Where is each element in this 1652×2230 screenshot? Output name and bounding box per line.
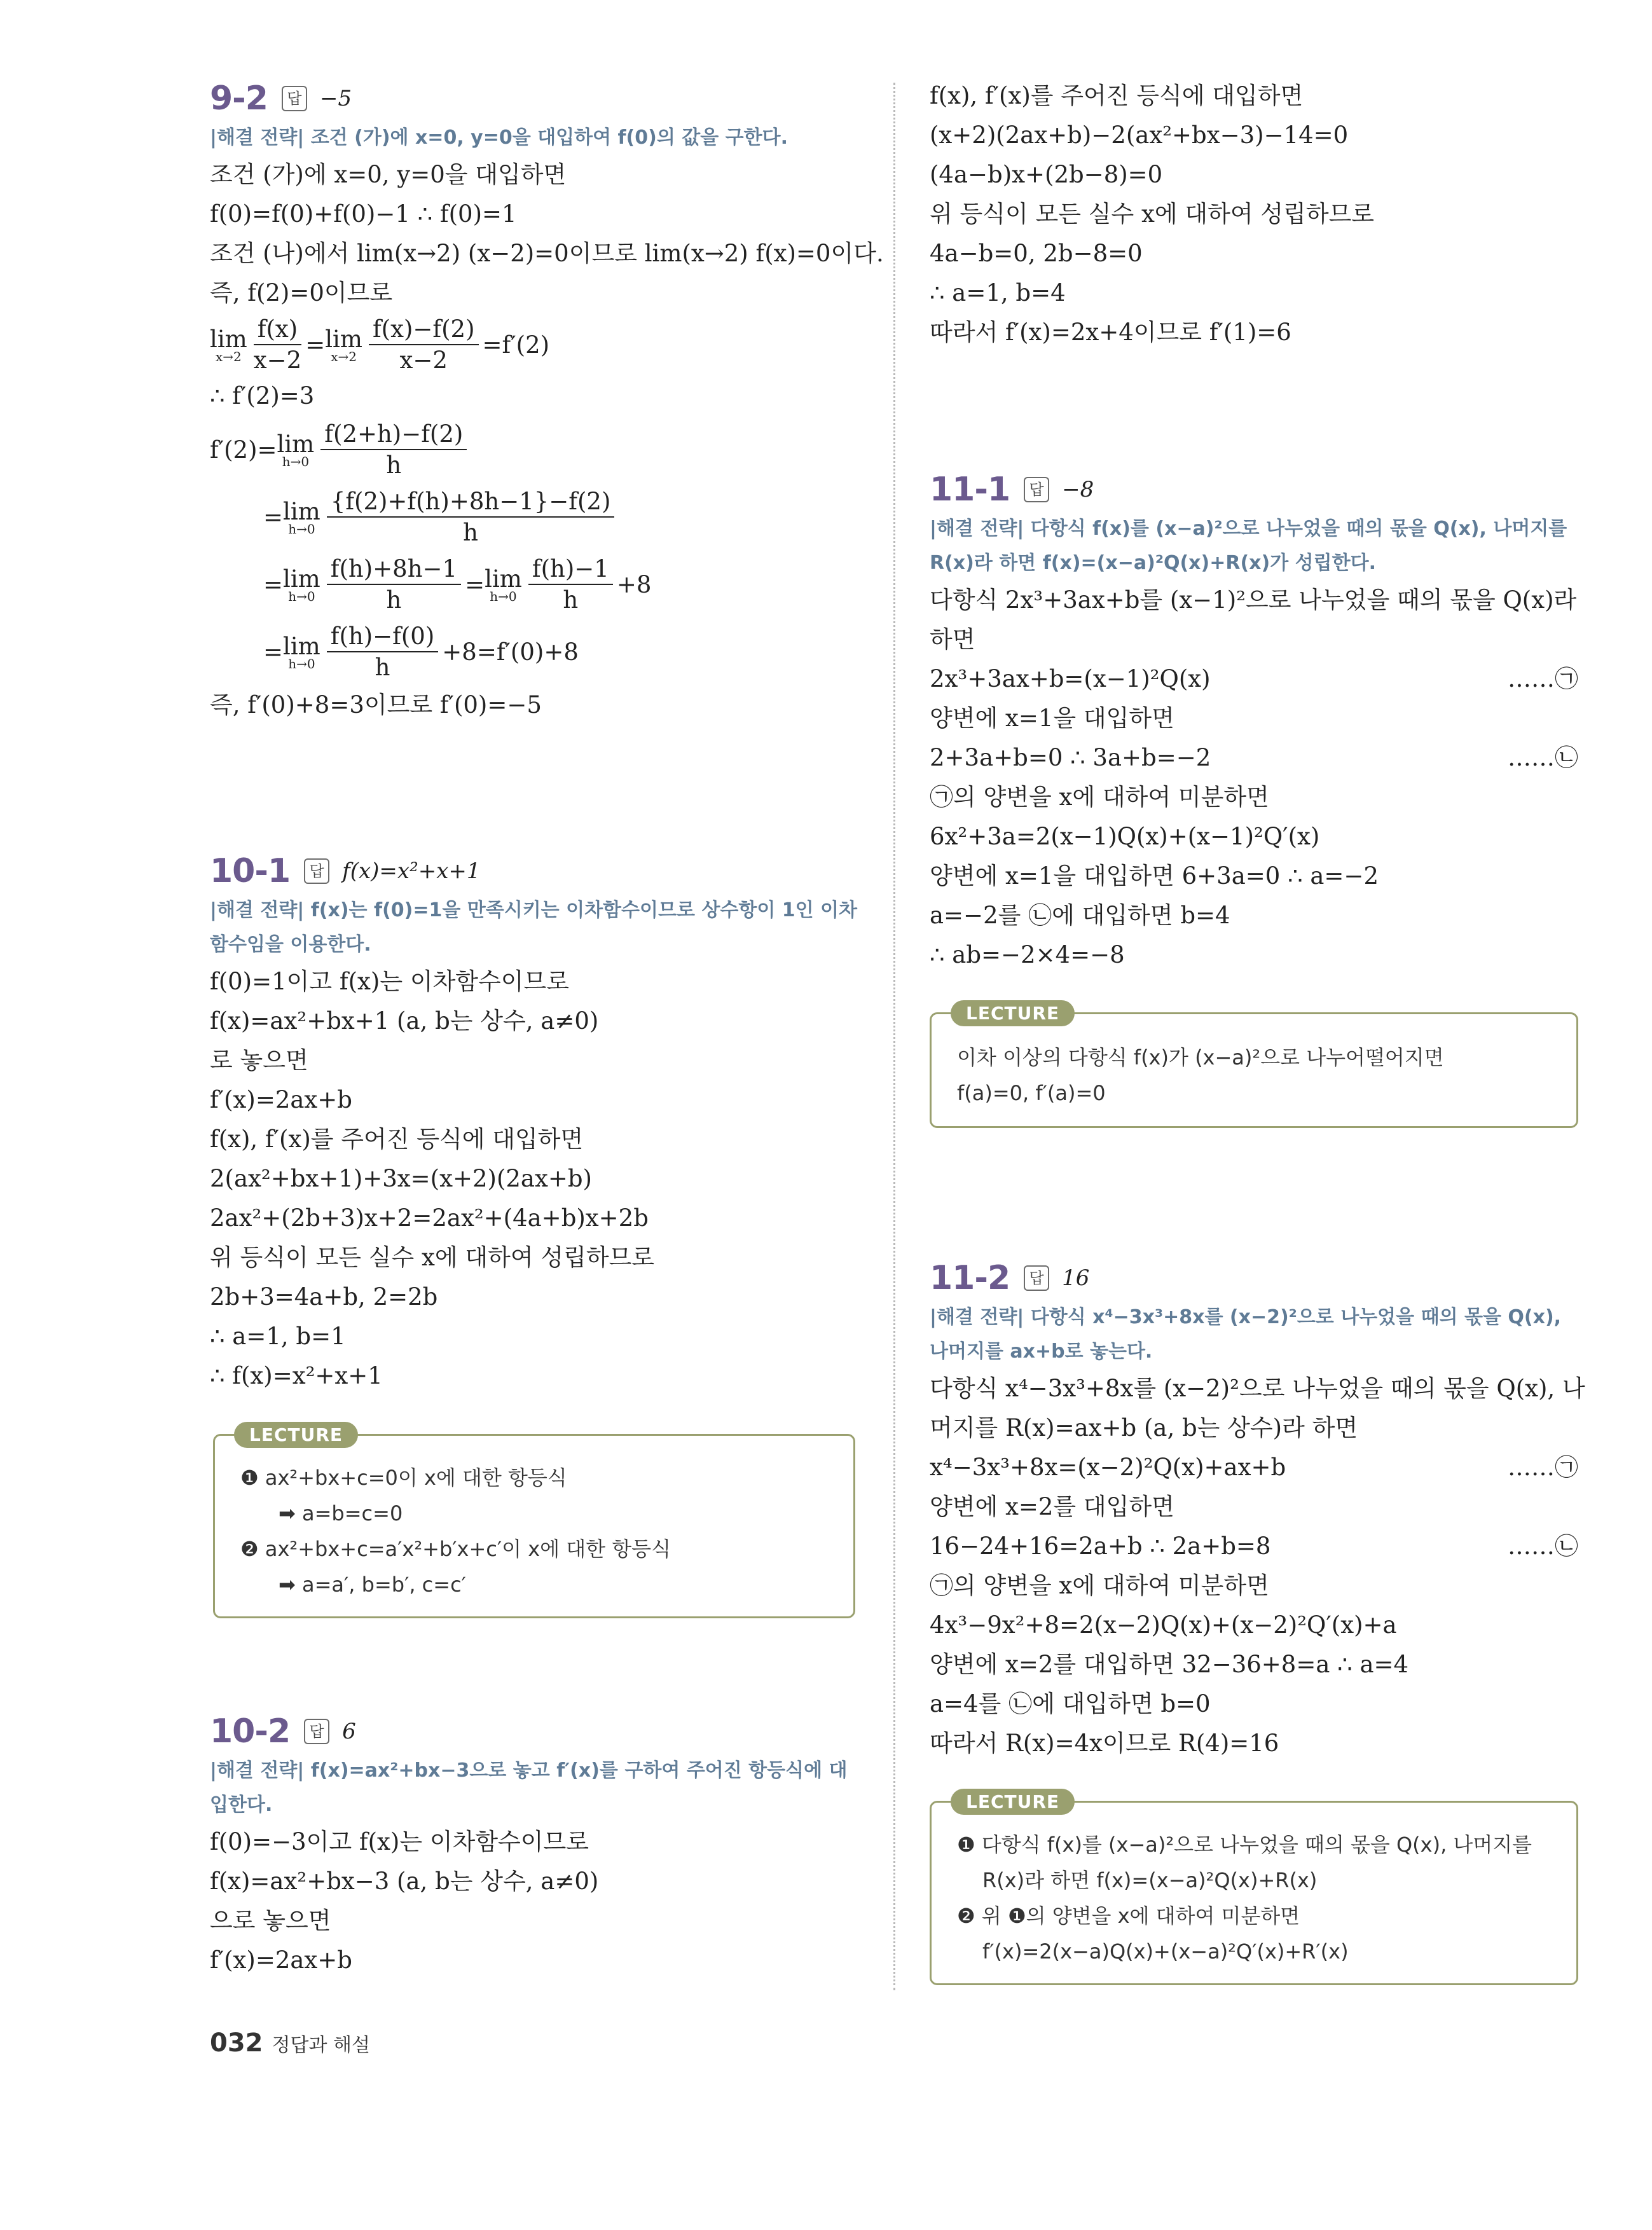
solution-line: (4a−b)x+(2b−8)=0 [930,161,1163,188]
derivation-step-2: = lim h→0 $\frac{\{f(2)+f(h)+8h-1\}-f(2)}{h}$ [210,483,865,551]
problem-10-2-continued [930,76,1578,352]
lecture-badge: LECTURE [234,1422,358,1448]
solution-line: ∴ f′(2)=3 [210,382,315,410]
limit-symbol: lim h→0 [283,632,320,671]
strategy: |해결 전략| 다항식 f(x)를 (x−a)²으로 나누었을 때의 몫을 Q(x), 나머지를 R(x)라 하면 f(x)=(x−a)²Q(x)+R(x)가 성립한다. [930,518,1567,574]
limit-symbol: lim h→0 [485,565,522,604]
solution-line: f′(x)=2ax+b [210,1086,352,1113]
solution-line: f(0)=−3이고 f(x)는 이차함수이므로 [210,1828,589,1855]
column-divider [893,83,895,1990]
solution-line: a=−2를 ㉡에 대입하면 b=4 [930,902,1230,929]
solution-line: 4x³−9x²+8=2(x−2)Q(x)+(x−2)²Q′(x)+a [930,1611,1397,1639]
lecture-box [930,1003,1578,1128]
footer-label: 정답과 해설 [272,2034,370,2056]
limit-symbol: lim h→0 [283,565,320,604]
solution-line: 즉, f′(0)+8=3이므로 f′(0)=−5 [210,691,542,719]
solution-line: 2(ax²+bx+1)+3x=(x+2)(2ax+b) [210,1165,592,1192]
solution-line: 2ax²+(2b+3)x+2=2ax²+(4a+b)x+2b [210,1204,649,1232]
problem-9-2 [210,76,884,725]
lecture-line: ➡ a=b=c=0 [279,1501,403,1525]
solution-line: f(0)=f(0)+f(0)−1 ∴ f(0)=1 [210,200,517,228]
problem-header [210,76,865,121]
strategy: |해결 전략| f(x)는 f(0)=1을 만족시키는 이차함수이므로 상수항이 1인 이차 함수임을 이용한다. [210,899,858,956]
lecture-line: f′(x)=2(x−a)Q(x)+(x−a)²Q′(x)+R′(x) [982,1939,1349,1964]
solution-line: ㉠의 양변을 x에 대하여 미분하면 [930,1572,1269,1599]
solution-line: 16−24+16=2a+b ∴ 2a+b=8 ……㉡ [930,1527,1578,1566]
solution-line: a=4를 ㉡에 대입하면 b=0 [930,1690,1211,1717]
solution-line: 2+3a+b=0 ∴ 3a+b=−2 ……㉡ [930,738,1578,778]
solution-line: ∴ a=1, b=4 [930,279,1066,306]
problem-11-1 [930,467,1578,975]
page-number: 032 [210,2028,263,2058]
answer-icon: 답 [282,86,307,111]
problem-number: 11-1 [930,471,1010,509]
lecture-box [930,1791,1578,1985]
problem-header [210,849,865,893]
derivation-step-4: = lim h→0 $\frac{f(h)-f(0)}{h}$ +8=f′(0)+8 [263,623,579,681]
answer-value: 16 [1062,1265,1090,1291]
solution-line: 하면 [930,626,975,653]
circled-marker-1: ……㉠ [1508,665,1578,692]
solution-line: ∴ ab=−2×4=−8 [930,941,1125,968]
problem-header [930,1256,1578,1300]
lecture-line: ❶ ax²+bx+c=0이 x에 대한 항등식 [240,1466,567,1490]
answer-icon: 답 [1024,1265,1049,1291]
solution-line: ㉠의 양변을 x에 대하여 미분하면 [930,783,1269,811]
lecture-line: ❷ 위 ❶의 양변을 x에 대하여 미분하면 [957,1904,1300,1928]
solution-line: 4a−b=0, 2b−8=0 [930,240,1143,267]
lecture-line: ❶ 다항식 f(x)를 (x−a)²으로 나누었을 때의 몫을 Q(x), 나머지를 [957,1833,1532,1857]
solution-line: 2x³+3ax+b=(x−1)²Q(x) ……㉠ [930,659,1578,699]
problem-header [210,1709,865,1754]
solution-line: f(0)=1이고 f(x)는 이차함수이므로 [210,968,570,995]
solution-line: 다항식 2x³+3ax+b를 (x−1)²으로 나누었을 때의 몫을 Q(x)라 [930,586,1577,614]
lecture-line: ➡ a=a′, b=b′, c=c′ [279,1573,466,1597]
derivative-definition: lim x→2 $\frac{f(x)}{x-2}$ = lim x→2 $\frac{f(x)-f(2)}{x-2}$ =f′(2) [210,315,550,374]
fraction: $\frac{f(x)-f(2)}{x-2}$ [369,315,479,374]
answer-value: −5 [319,86,352,111]
answer-value: f(x)=x²+x+1 [342,858,481,884]
problem-header [930,467,1578,512]
fraction: $\frac{\{f(2)+f(h)+8h-1\}-f(2)}{h}$ [327,488,615,546]
lecture-badge: LECTURE [951,1789,1075,1815]
solution-line: 위 등식이 모든 실수 x에 대하여 성립하므로 [930,200,1375,228]
solution-line: 따라서 R(x)=4x이므로 R(4)=16 [930,1730,1279,1757]
solution-line: (x+2)(2ax+b)−2(ax²+bx−3)−14=0 [930,121,1349,149]
answer-icon: 답 [1024,477,1049,502]
problem-10-1 [210,849,865,1396]
limit-symbol: lim x→2 [325,325,362,364]
strategy: |해결 전략| 다항식 x⁴−3x³+8x를 (x−2)²으로 나누었을 때의 몫을 Q(x), 나머지를 ax+b로 놓는다. [930,1306,1562,1363]
fraction: $\frac{f(h)-1}{h}$ [528,555,613,614]
solution-line: f′(x)=2ax+b [210,1946,352,1974]
solution-line: 양변에 x=2를 대입하면 [930,1493,1174,1520]
circled-marker-1: ……㉠ [1508,1454,1578,1481]
fraction: $\frac{f(x)}{x-2}$ [253,315,302,374]
solution-line: 2b+3=4a+b, 2=2b [210,1283,438,1311]
problem-number: 10-1 [210,852,291,890]
solution-line: 으로 놓으면 [210,1907,331,1934]
strategy: |해결 전략| f(x)=ax²+bx−3으로 놓고 f′(x)를 구하여 주어진 항등식에 대입한다. [210,1759,848,1816]
solution-line: 머지를 R(x)=ax+b (a, b는 상수)라 하면 [930,1414,1358,1442]
limit-symbol: lim x→2 [210,325,247,364]
solution-line: 양변에 x=1을 대입하면 [930,705,1174,732]
strategy: |해결 전략| 조건 (가)에 x=0, y=0을 대입하여 f(0)의 값을 구한다. [210,127,788,149]
lecture-line: 이차 이상의 다항식 f(x)가 (x−a)²으로 나누어떨어지면 [957,1045,1444,1070]
problem-number: 10-2 [210,1712,291,1751]
solution-line: x⁴−3x³+8x=(x−2)²Q(x)+ax+b ……㉠ [930,1448,1578,1487]
fraction: $\frac{f(h)-f(0)}{h}$ [327,623,439,681]
answer-value: −8 [1062,477,1094,502]
lecture-line: f(a)=0, f′(a)=0 [957,1081,1106,1105]
lecture-badge: LECTURE [951,1000,1075,1026]
solution-line: 위 등식이 모든 실수 x에 대하여 성립하므로 [210,1244,655,1271]
derivation-step-1: f′(2)= lim h→0 $\frac{f(2+h)-f(2)}{h}$ [210,416,865,483]
fraction: $\frac{f(2+h)-f(2)}{h}$ [320,420,467,479]
problem-number: 9-2 [210,79,268,118]
solution-line: f(x), f′(x)를 주어진 등식에 대입하면 [930,82,1304,109]
solution-line: 6x²+3a=2(x−1)Q(x)+(x−1)²Q′(x) [930,823,1320,850]
limit-symbol: lim h→0 [283,497,320,537]
solution-line: 양변에 x=1을 대입하면 6+3a=0 ∴ a=−2 [930,862,1379,890]
lecture-box [213,1424,855,1618]
lecture-line: ❷ ax²+bx+c=a′x²+b′x+c′이 x에 대한 항등식 [240,1537,671,1561]
solution-line: 따라서 f′(x)=2x+4이므로 f′(1)=6 [930,319,1291,346]
answer-value: 6 [342,1719,356,1744]
solution-line: f(x)=ax²+bx+1 (a, b는 상수, a≠0) [210,1007,599,1035]
limit-symbol: lim h→0 [277,430,315,469]
answer-icon: 답 [304,858,329,884]
solution-line: 양변에 x=2를 대입하면 32−36+8=a ∴ a=4 [930,1651,1409,1678]
solution-line: f(x), f′(x)를 주어진 등식에 대입하면 [210,1125,584,1153]
answer-icon: 답 [304,1719,329,1744]
circled-marker-2: ……㉡ [1508,1532,1578,1560]
circled-marker-2: ……㉡ [1508,744,1578,771]
solution-line: ∴ a=1, b=1 [210,1323,346,1350]
solution-line: 조건 (나)에서 lim(x→2) (x−2)=0이므로 lim(x→2) f(x)=0이다. [210,240,884,267]
solution-line: ∴ f(x)=x²+x+1 [210,1362,383,1389]
derivation-step-3: = lim h→0 $\frac{f(h)+8h-1}{h}$ = lim h→0 $\frac{f(h)-1}{h}$ +8 [263,555,652,614]
problem-11-2 [930,1256,1585,1763]
solution-line: f(x)=ax²+bx−3 (a, b는 상수, a≠0) [210,1868,599,1895]
solution-line: 로 놓으면 [210,1047,308,1074]
solution-line: 다항식 x⁴−3x³+8x를 (x−2)²으로 나누었을 때의 몫을 Q(x), 나 [930,1375,1585,1402]
problem-number: 11-2 [930,1259,1010,1297]
page-footer [210,2028,370,2058]
lecture-line: R(x)라 하면 f(x)=(x−a)²Q(x)+R(x) [982,1868,1318,1892]
solution-line: 즉, f(2)=0이므로 [210,279,393,306]
fraction: $\frac{f(h)+8h-1}{h}$ [327,555,461,614]
problem-10-2 [210,1709,865,1980]
solution-line: 조건 (가)에 x=0, y=0을 대입하면 [210,161,567,188]
